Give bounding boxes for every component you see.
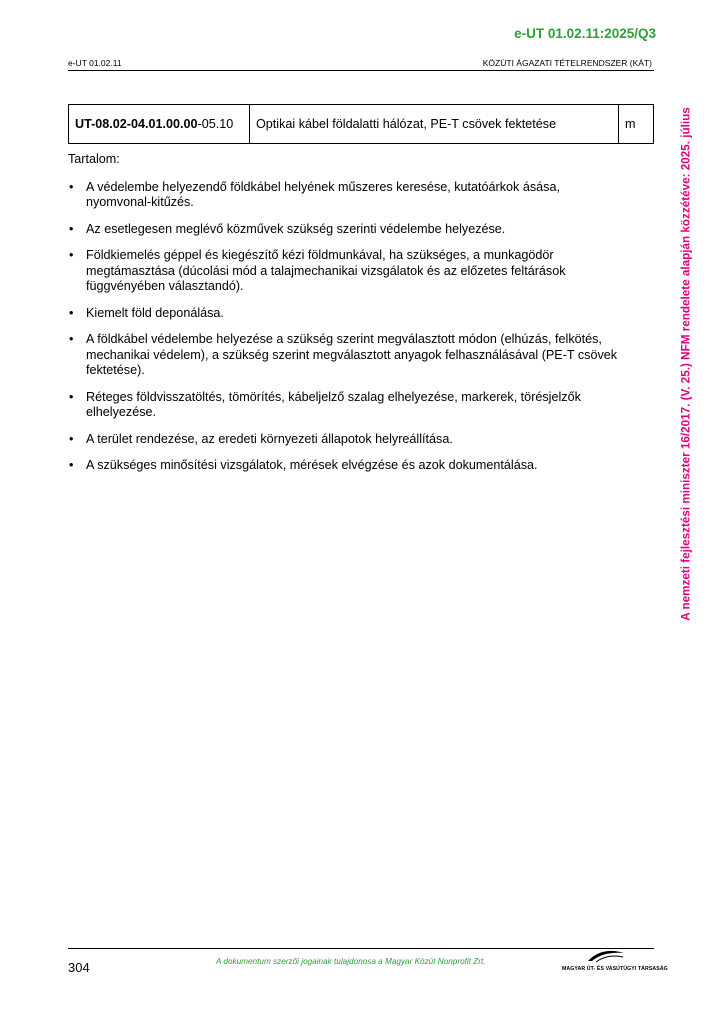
bullet-icon: • [69, 332, 74, 346]
list-item-text: Kiemelt föld deponálása. [86, 305, 224, 320]
item-row [69, 105, 654, 144]
item-table [68, 104, 654, 144]
list-item [68, 390, 628, 421]
bullet-icon: • [69, 431, 74, 446]
bullet-icon: • [69, 389, 74, 404]
list-item-text: A szükséges minősítési vizsgálatok, mérések elvégzése és azok dokumentálása. [86, 458, 538, 472]
item-description-cell: Optikai kábel földalatti hálózat, PE-T csövek fektetése [250, 105, 619, 144]
list-item [68, 306, 628, 322]
list-item-text: Réteges földvisszatöltés, tömörítés, kábeljelző szalag elhelyezése, markerek, törésjelzők elhelyezése. [86, 389, 581, 419]
bullet-icon: • [69, 458, 74, 472]
logo-text: MAGYAR ÚT- ÉS VASÚTÜGYI TÁRSASÁG [562, 966, 668, 972]
copyright-notice: A dokumentum szerzői jogainak tulajdonosa a Magyar Közút Nonprofit Zrt. [216, 957, 486, 966]
item-code-suffix: -05.10 [197, 117, 234, 131]
list-item [68, 458, 628, 474]
list-item-text: Földkiemelés géppel és kiegészítő kézi földmunkával, ha szükséges, a munkagödör megtámasztása (dúcolási mód a talajmechanikai vizsgálatok és az előzetes feltárások függvényében választandó). [86, 248, 566, 293]
document-code: e-UT 01.02.11:2025/Q3 [514, 26, 656, 41]
header-divider [68, 70, 654, 71]
list-item-text: Az esetlegesen meglévő közművek szükség szerinti védelembe helyezése. [86, 221, 506, 236]
content-list [68, 180, 628, 474]
page-number: 304 [68, 960, 90, 975]
bullet-icon: • [69, 179, 74, 194]
list-item [68, 180, 628, 211]
content-section [68, 152, 628, 485]
bullet-icon: • [69, 248, 74, 262]
item-code-cell [69, 105, 250, 144]
road-swoosh-icon [586, 948, 626, 964]
list-item-text: A földkábel védelembe helyezése a szükség szerint megválasztott módon (elhúzás, felkötés, mechanikai védelem), a szükség szerint megválasztott anyagok felhasználásával (PE-T csövek fektetése). [86, 332, 618, 377]
list-item [68, 222, 628, 238]
bullet-icon: • [69, 221, 74, 236]
list-item [68, 432, 628, 448]
list-item-text: A védelembe helyezendő földkábel helyének műszeres keresése, kutatóárkok ásása, nyomvonal-kitűzés. [86, 179, 560, 209]
content-label: Tartalom: [68, 152, 120, 166]
side-note-text: A nemzeti fejlesztési miniszter 16/2017. (V. 25.) NFM rendelete alapján közzétéve: 2025. július [679, 107, 693, 621]
header-left-text: e-UT 01.02.11 [68, 58, 122, 68]
bullet-icon: • [69, 305, 74, 320]
item-unit-cell: m [619, 105, 654, 144]
header-right-text: KÖZÚTI ÁGAZATI TÉTELRENDSZER (KÁT) [482, 58, 652, 68]
list-item-text: A terület rendezése, az eredeti környezeti állapotok helyreállítása. [86, 431, 453, 446]
list-item [68, 248, 628, 295]
company-logo [562, 948, 668, 972]
item-code-main: UT-08.02-04.01.00.00 [75, 117, 198, 131]
list-item [68, 332, 628, 379]
